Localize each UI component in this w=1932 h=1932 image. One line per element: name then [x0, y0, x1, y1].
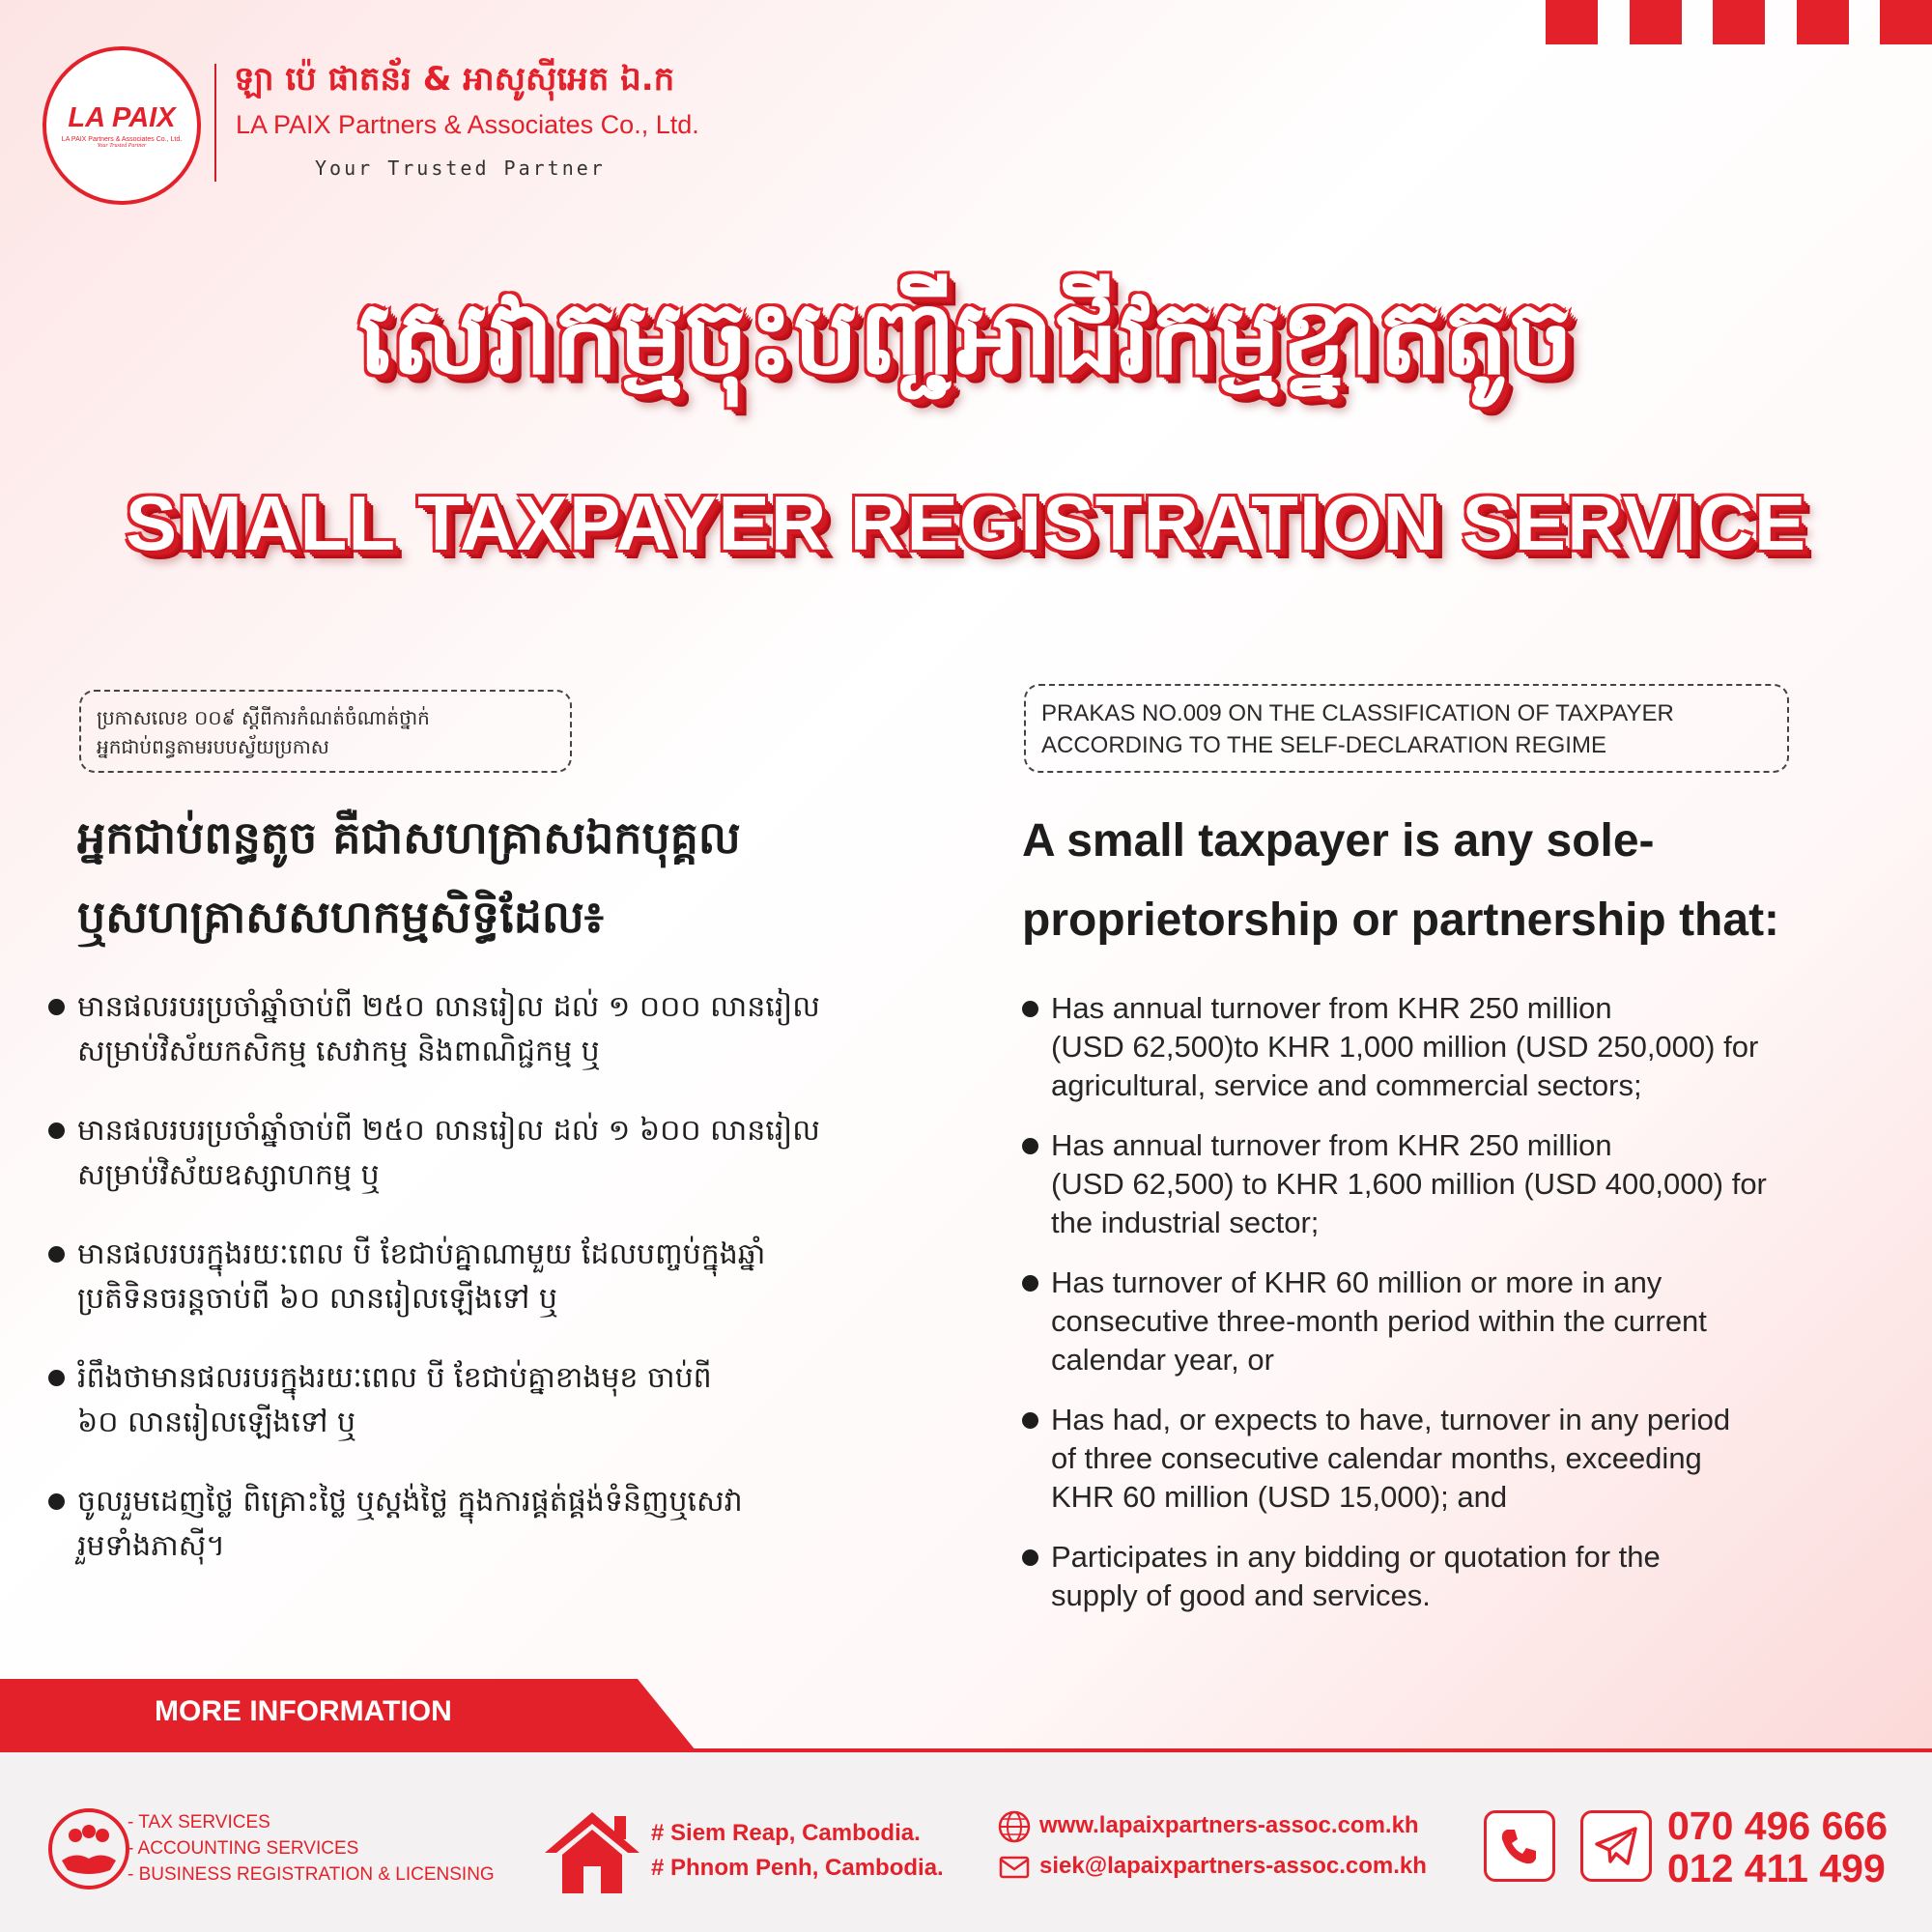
company-slogan: Your Trusted Partner [315, 156, 606, 180]
list-item-line: ប្រតិទិនចរន្តចាប់ពី ៦០ លានរៀលឡើងទៅ ឬ [77, 1282, 557, 1316]
list-item [1022, 1126, 1911, 1242]
list-item-line: Participates in any bidding or quotation for the [1051, 1540, 1661, 1574]
phone-number[interactable]: 012 411 499 [1667, 1846, 1886, 1890]
service-item: - TAX SERVICES [128, 1812, 270, 1833]
email-icon [997, 1849, 1032, 1884]
list-item [48, 985, 947, 1074]
criteria-list-khmer [48, 985, 947, 1604]
list-item-line: (USD 62,500) to KHR 1,600 million (USD 400,000) for [1051, 1167, 1767, 1201]
location-item: # Phnom Penh, Cambodia. [651, 1855, 944, 1881]
list-item-line: (USD 62,500)to KHR 1,000 million (USD 250,000) for [1051, 1030, 1759, 1064]
prakas-khmer-line: ប្រកាសលេខ ០០៩ ស្តីពីការកំណត់ចំណាត់ថ្នាក់ [97, 706, 430, 729]
list-item-line: ចូលរួមដេញថ្លៃ ពិគ្រោះថ្លៃ ឬស្តង់ថ្លៃ ក្នុងការផ្គត់ផ្គង់ទំនិញឬសេវា [77, 1485, 743, 1519]
email-link[interactable]: siek@lapaixpartners-assoc.com.kh [1039, 1853, 1427, 1879]
list-item-line: រំពឹងថាមានផលរបរក្នុងរយៈពេល បី ខែជាប់គ្នាខាងមុខ ចាប់ពី [77, 1361, 712, 1395]
list-item [48, 1109, 947, 1198]
location-item: # Siem Reap, Cambodia. [651, 1820, 921, 1846]
list-item [1022, 1264, 1911, 1379]
prakas-khmer-line: អ្នកជាប់ពន្ធតាមរបបស្វ័យប្រកាស [97, 735, 329, 758]
list-item-line: មានផលរបរប្រចាំឆ្នាំចាប់ពី ២៥០ លានរៀល ដល់ ១ ៦០០ លានរៀល [77, 1114, 820, 1148]
list-item-line: សម្រាប់វិស័យឧស្សាហកម្ម ឬ [77, 1158, 380, 1192]
prakas-box-english [1024, 684, 1789, 773]
handshake-people-icon [46, 1806, 131, 1891]
phone-button[interactable] [1484, 1810, 1555, 1882]
office-locations [651, 1816, 944, 1886]
phone-number[interactable]: 070 496 666 [1667, 1804, 1889, 1848]
list-item [48, 1233, 947, 1321]
company-name-english: LA PAIX Partners & Associates Co., Ltd. [236, 110, 699, 139]
phone-icon [1497, 1824, 1542, 1868]
definition-khmer [77, 798, 927, 956]
company-logo [43, 46, 201, 205]
list-item-line: of three consecutive calendar months, exceeding [1051, 1441, 1702, 1475]
stripe [1880, 0, 1932, 44]
website-link[interactable]: www.lapaixpartners-assoc.com.kh [1039, 1812, 1419, 1838]
prakas-english-line: PRAKAS NO.009 ON THE CLASSIFICATION OF TAXPAYER [1041, 700, 1674, 726]
list-item-line: សម្រាប់វិស័យកសិកម្ម សេវាកម្ម និងពាណិជ្ជកម្ម ឬ [77, 1035, 600, 1068]
list-item-line: supply of good and services. [1051, 1578, 1431, 1612]
list-item-line: ៦០ លានរៀលឡើងទៅ ឬ [77, 1406, 356, 1439]
list-item-line: the industrial sector; [1051, 1206, 1320, 1239]
company-name-khmer: ឡា ប៉េ ផាតន័រ & អាសូស៊ីអេត ឯ.ក [234, 60, 675, 99]
top-stripes [1546, 0, 1932, 44]
list-item-line: មានផលរបរប្រចាំឆ្នាំចាប់ពី ២៥០ លានរៀល ដល់ ១ ០០០ លានរៀល [77, 990, 820, 1024]
definition-english-line: proprietorship or partnership that: [1022, 895, 1780, 946]
definition-english [1022, 802, 1911, 960]
logo-tagline: Your Trusted Partner [97, 143, 147, 149]
title-english: SMALL TAXPAYER REGISTRATION SERVICE [125, 480, 1807, 566]
prakas-box-khmer [79, 690, 572, 773]
list-item [1022, 989, 1911, 1105]
send-icon [1593, 1823, 1639, 1869]
list-item-line: Has annual turnover from KHR 250 million [1051, 1128, 1612, 1162]
list-item [1022, 1538, 1911, 1615]
definition-khmer-line: ឬសហគ្រាសសហកម្មសិទ្ធិដែល៖ [77, 891, 604, 943]
list-item [48, 1480, 947, 1569]
list-item [1022, 1401, 1911, 1517]
more-information-label: MORE INFORMATION [155, 1695, 452, 1727]
list-item-line: មានផលរបរក្នុងរយៈពេល បី ខែជាប់គ្នាណាមួយ ដែលបញ្ចប់ក្នុងឆ្នាំ [77, 1237, 766, 1271]
stripe [1797, 0, 1849, 44]
list-item-line: Has had, or expects to have, turnover in any period [1051, 1403, 1731, 1436]
list-item-line: calendar year, or [1051, 1343, 1274, 1377]
title-khmer: សេវាកម្មចុះបញ្ជីអាជីវកម្មខ្នាតតូច [358, 278, 1574, 397]
criteria-list-english [1022, 989, 1911, 1636]
logo-word: LA PAIX [68, 102, 176, 133]
stripe [1546, 0, 1598, 44]
house-icon [539, 1804, 645, 1897]
prakas-english-line: ACCORDING TO THE SELF-DECLARATION REGIME [1041, 732, 1606, 758]
services-list [128, 1809, 495, 1888]
list-item [48, 1356, 947, 1445]
phone-numbers [1667, 1804, 1888, 1889]
list-item-line: agricultural, service and commercial sectors; [1051, 1068, 1642, 1102]
header-divider [214, 64, 216, 182]
list-item-line: consecutive three-month period within the current [1051, 1304, 1707, 1338]
telegram-button[interactable] [1580, 1810, 1652, 1882]
list-item-line: រួមទាំងភាស៊ី។ [77, 1529, 226, 1563]
list-item-line: Has annual turnover from KHR 250 million [1051, 991, 1612, 1025]
globe-icon [997, 1809, 1032, 1844]
service-item: - BUSINESS REGISTRATION & LICENSING [128, 1864, 495, 1885]
list-item-line: Has turnover of KHR 60 million or more in any [1051, 1265, 1662, 1299]
logo-subtitle: LA PAIX Partners & Associates Co., Ltd. [61, 136, 183, 143]
service-item: - ACCOUNTING SERVICES [128, 1838, 359, 1859]
stripe [1713, 0, 1765, 44]
stripe [1630, 0, 1682, 44]
definition-english-line: A small taxpayer is any sole- [1022, 815, 1655, 867]
definition-khmer-line: អ្នកជាប់ពន្ធតូច គឺជាសហគ្រាសឯកបុគ្គល [77, 811, 741, 864]
list-item-line: KHR 60 million (USD 15,000); and [1051, 1480, 1508, 1514]
